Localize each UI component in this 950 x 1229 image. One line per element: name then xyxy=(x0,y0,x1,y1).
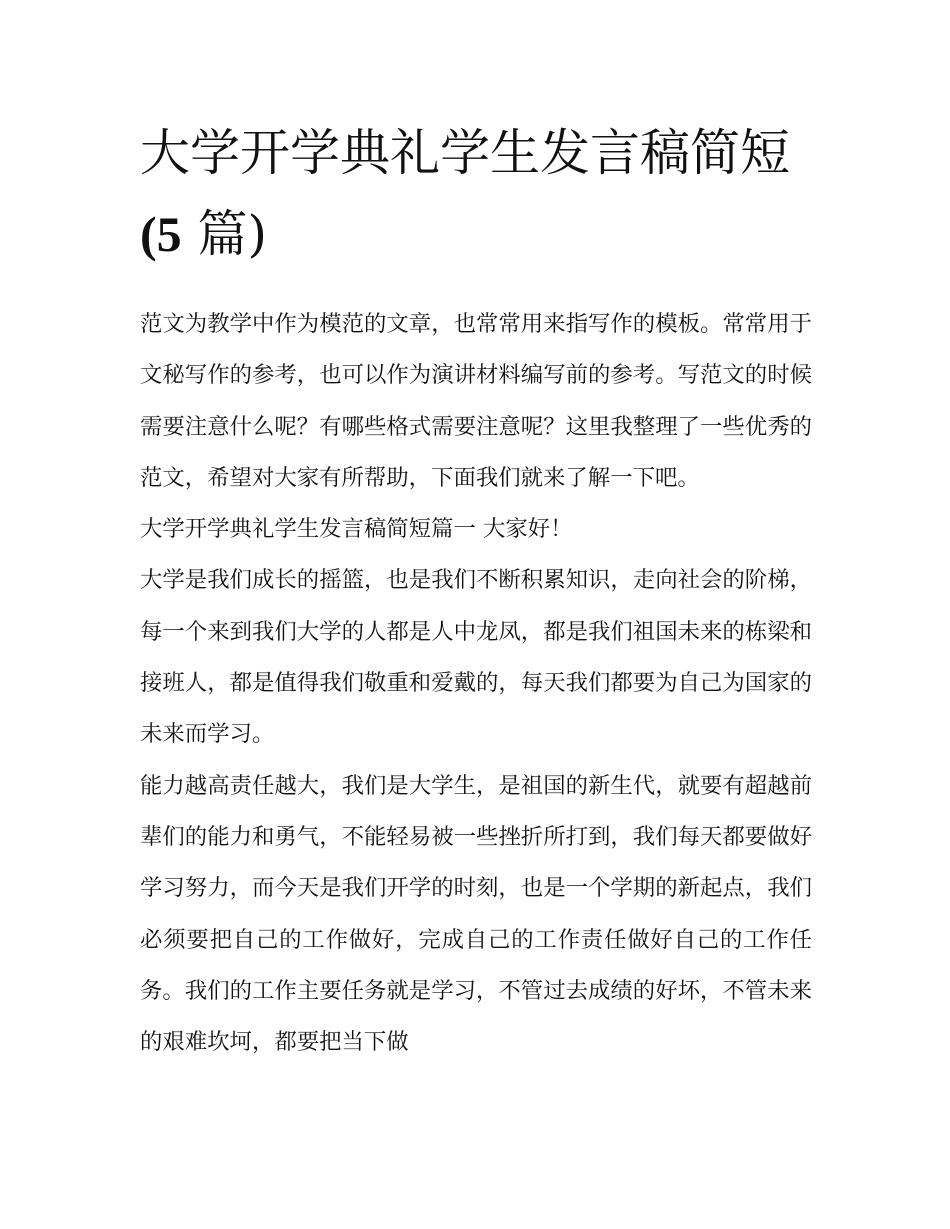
title-count: 5 xyxy=(156,206,182,262)
document-body xyxy=(140,299,812,1068)
paragraph-3: 能力越高责任越大，我们是大学生，是祖国的新生代，就要有超越前辈们的能力和勇气，不能轻易被一些挫折所打到，我们每天都要做好学习努力，而今天是我们开学的时刻，也是一个学期的新起点，我们必须要把自己的工作做好，完成自己的工作责任做好自己的工作任务。我们的工作主要任务就是学习，不管过去成绩的好坏，不管未来的艰难坎坷，都要把当下做 xyxy=(140,772,812,1056)
paragraph-section-heading: 大学开学典礼学生发言稿简短篇一 大家好！ xyxy=(140,516,573,543)
document-title xyxy=(140,113,812,275)
title-line-1: 大学开学典礼学生发言稿简短 xyxy=(140,124,790,182)
title-line-2-rest: 篇) xyxy=(181,205,268,263)
paragraph-intro: 范文为教学中作为模范的文章，也常常用来指写作的模板。常常用于文秘写作的参考，也可以作为演讲材料编写前的参考。写范文的时候需要注意什么呢？有哪些格式需要注意呢？这里我整理了一些优秀的范文，希望对大家有所帮助，下面我们就来了解一下吧。 xyxy=(140,311,812,491)
document-page xyxy=(140,113,812,1068)
paragraph-2: 大学是我们成长的摇篮，也是我们不断积累知识，走向社会的阶梯，每一个来到我们大学的人都是人中龙凤，都是我们祖国未来的栋梁和接班人，都是值得我们敬重和爱戴的，每天我们都要为自己为国家的未来而学习。 xyxy=(140,567,812,748)
title-open-paren: ( xyxy=(140,206,157,262)
